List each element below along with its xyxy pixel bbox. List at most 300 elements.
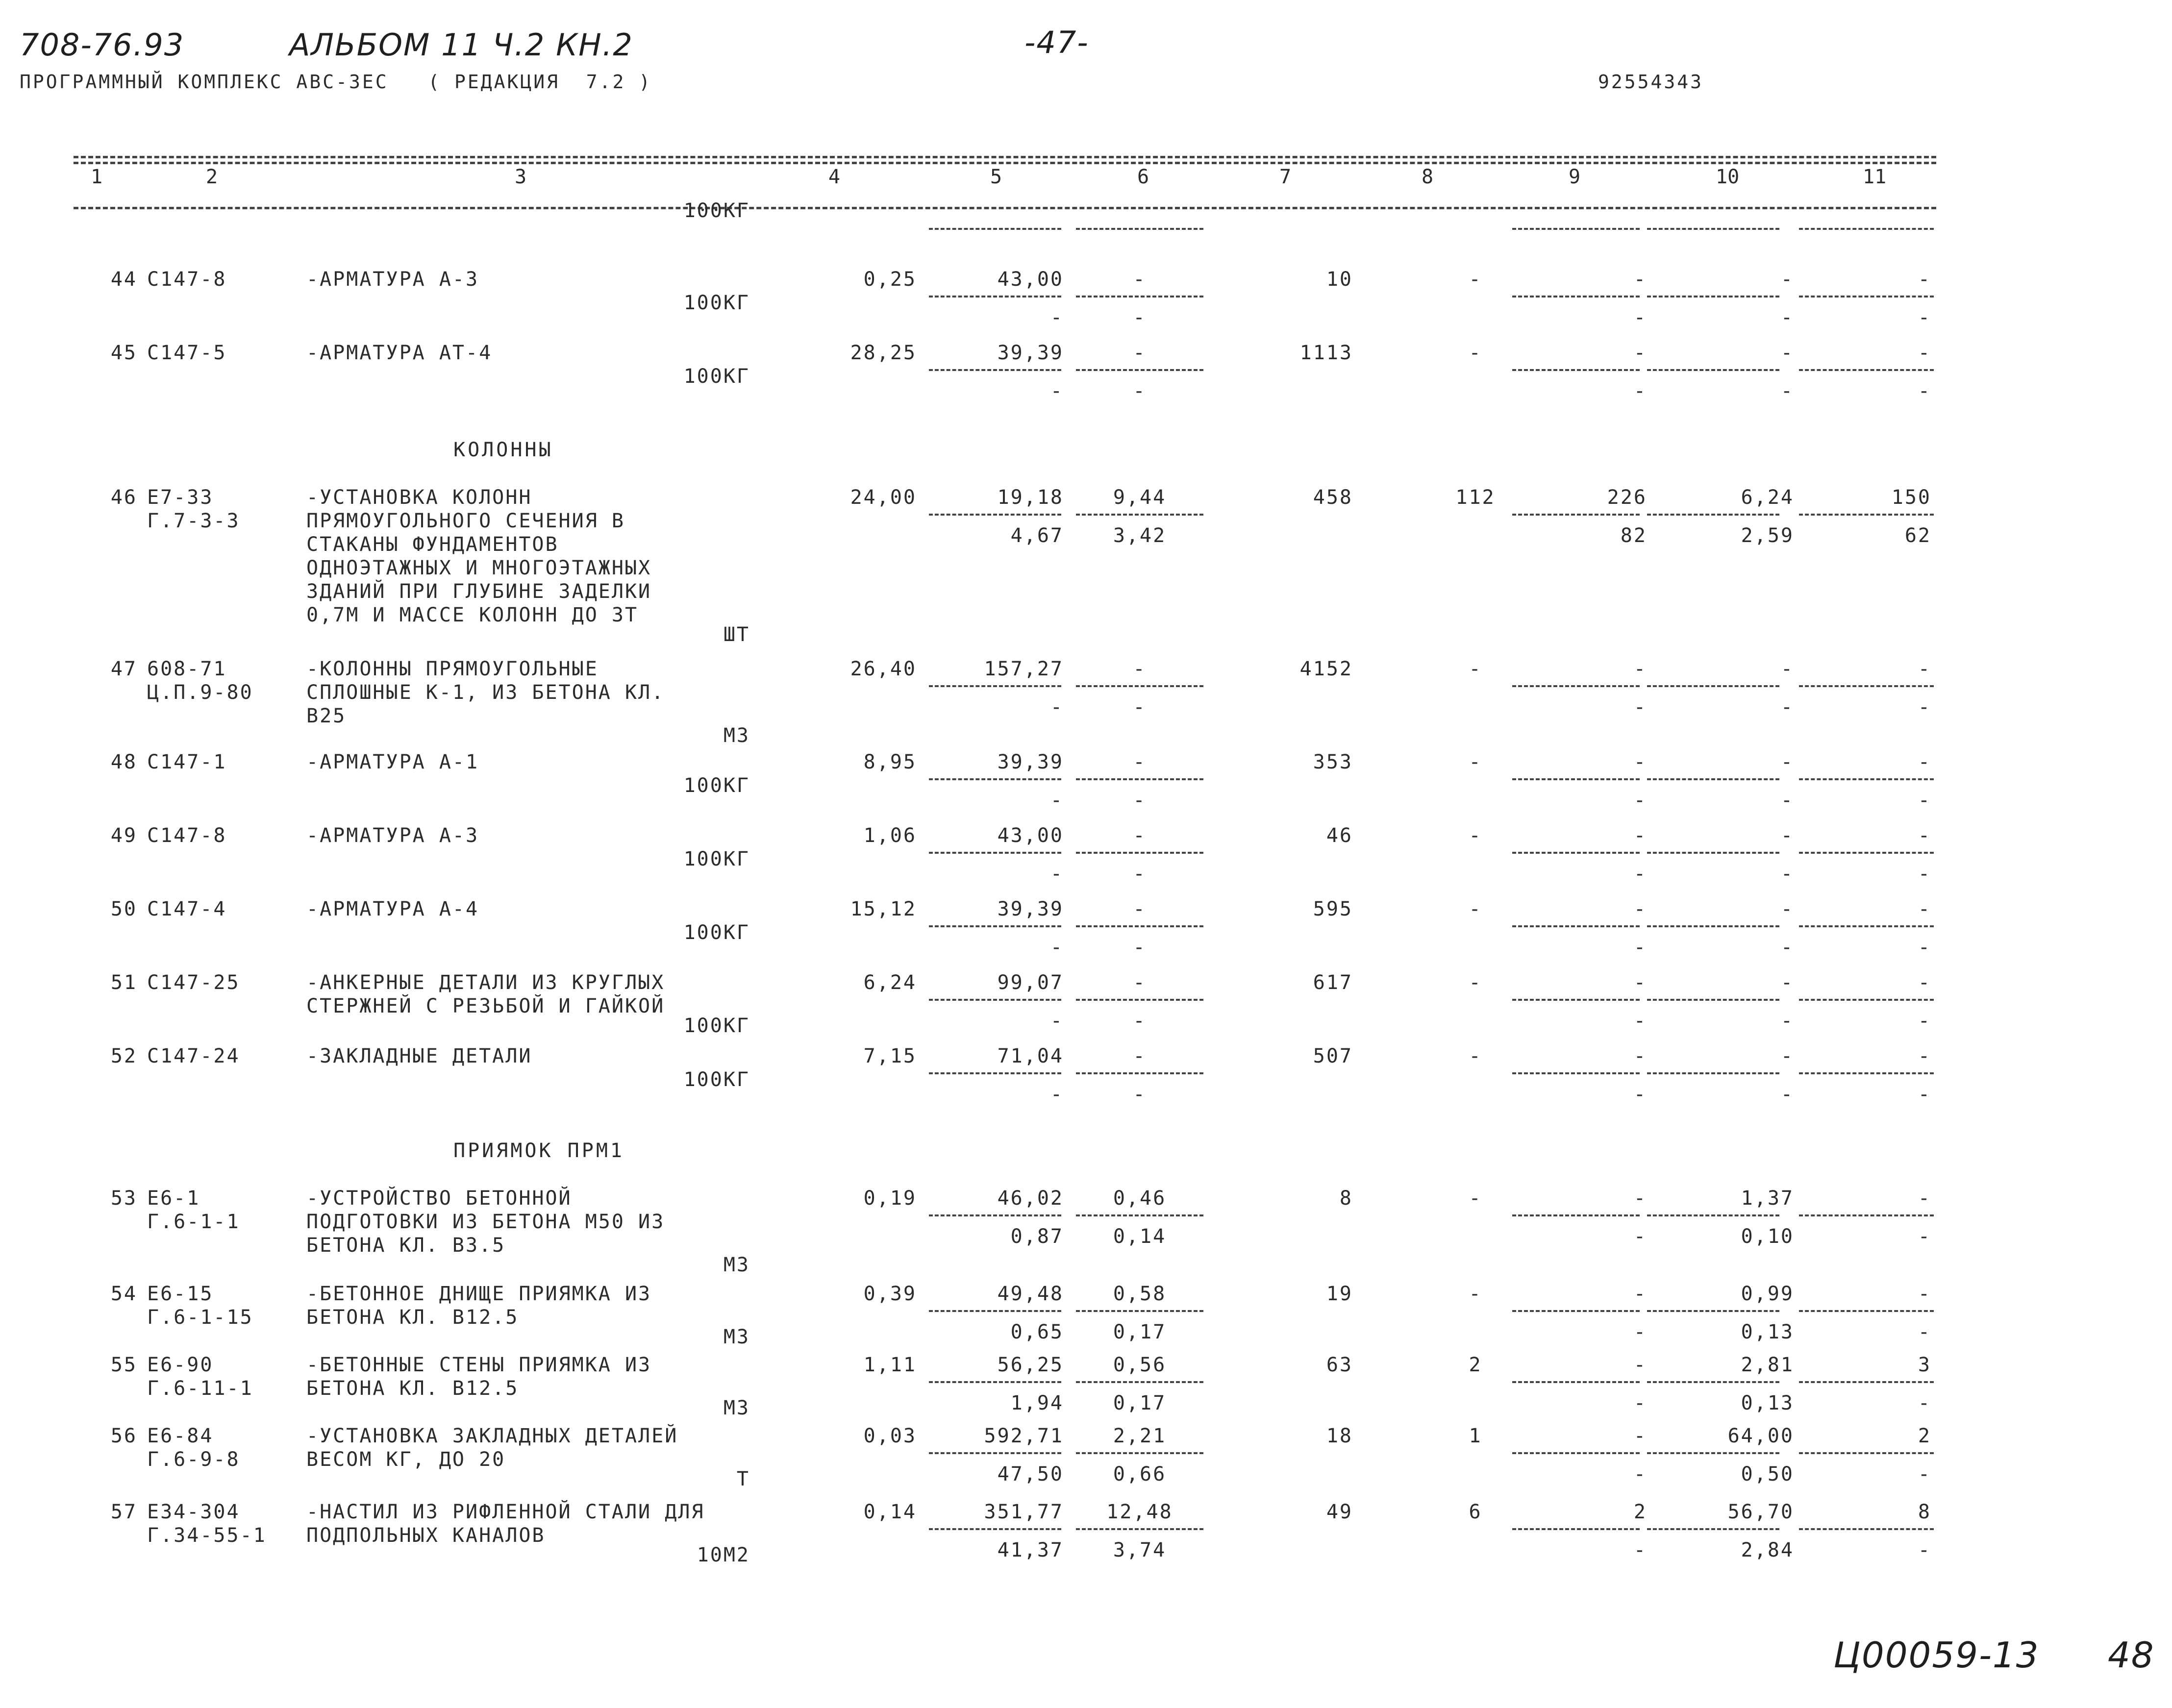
cell-divider xyxy=(929,1528,1061,1530)
cell-divider xyxy=(1799,1381,1934,1383)
item-code: Е34-304 xyxy=(147,1501,240,1523)
c11-lower: 62 xyxy=(1904,524,1931,547)
c10-lower: - xyxy=(1780,863,1794,885)
item-number: 55 xyxy=(110,1354,137,1376)
unit-cell: М3 xyxy=(723,1326,750,1348)
c10-lower: - xyxy=(1780,1083,1794,1106)
c6-lower: 3,42 xyxy=(1113,524,1167,547)
item-description: ЗДАНИЙ ПРИ ГЛУБИНЕ ЗАДЕЛКИ xyxy=(306,580,652,603)
unit-cell: 100КГ xyxy=(683,199,750,222)
c5-upper: 56,25 xyxy=(997,1354,1064,1376)
item-description: ПОДГОТОВКИ ИЗ БЕТОНА М50 ИЗ xyxy=(306,1211,665,1233)
c10-upper: 64,00 xyxy=(1727,1425,1794,1447)
cell-divider xyxy=(1799,778,1934,780)
col8-value: - xyxy=(1469,1283,1482,1305)
cell-divider xyxy=(1076,852,1203,854)
c9-lower: 82 xyxy=(1620,524,1647,547)
cell-divider xyxy=(929,1310,1061,1312)
cell-divider xyxy=(1799,1452,1934,1454)
cell-divider xyxy=(1799,999,1934,1001)
c10-lower: - xyxy=(1780,1010,1794,1032)
item-description: -АРМАТУРА А-1 xyxy=(306,751,479,773)
c11-upper: - xyxy=(1918,268,1931,291)
col-header-4: 4 xyxy=(828,166,841,188)
c5-upper: 49,48 xyxy=(997,1283,1064,1305)
c10-upper: - xyxy=(1780,898,1794,920)
c11-upper: 2 xyxy=(1918,1425,1931,1447)
col8-value: - xyxy=(1469,898,1482,920)
cell-divider xyxy=(1076,925,1203,927)
c9-upper: - xyxy=(1633,751,1647,773)
item-description: -КОЛОННЫ ПРЯМОУГОЛЬНЫЕ xyxy=(306,658,599,680)
c5-lower: - xyxy=(1050,696,1064,718)
c11-upper: - xyxy=(1918,1045,1931,1067)
c9-upper: - xyxy=(1633,658,1647,680)
col7-value: 8 xyxy=(1339,1187,1353,1210)
cell-divider xyxy=(1799,925,1934,927)
row-divider xyxy=(1076,228,1203,230)
col-header-5: 5 xyxy=(990,166,1002,188)
c6-upper: 0,56 xyxy=(1113,1354,1167,1376)
c11-lower: - xyxy=(1918,863,1931,885)
row-divider xyxy=(929,228,1061,230)
c9-lower: - xyxy=(1633,306,1647,329)
item-code: Г.7-3-3 xyxy=(147,510,240,532)
item-number: 44 xyxy=(110,268,137,291)
c10-upper: 6,24 xyxy=(1741,486,1794,509)
cell-divider xyxy=(1076,778,1203,780)
c6-lower: 0,66 xyxy=(1113,1463,1167,1485)
col-header-6: 6 xyxy=(1137,166,1149,188)
c9-lower: - xyxy=(1633,1539,1647,1561)
cell-divider xyxy=(1512,1214,1640,1216)
c9-upper: 2 xyxy=(1633,1501,1647,1523)
col-header-1: 1 xyxy=(91,166,103,188)
cell-divider xyxy=(1512,778,1640,780)
cell-divider xyxy=(929,1072,1061,1074)
c10-upper: - xyxy=(1780,751,1794,773)
col7-value: 1113 xyxy=(1299,342,1353,364)
item-number: 49 xyxy=(110,824,137,847)
c11-upper: 3 xyxy=(1918,1354,1931,1376)
col4-value: 0,14 xyxy=(863,1501,917,1523)
c6-lower: - xyxy=(1133,1083,1147,1106)
col-header-2: 2 xyxy=(206,166,218,188)
col8-value: - xyxy=(1469,268,1482,291)
c9-upper: - xyxy=(1633,898,1647,920)
col7-value: 49 xyxy=(1326,1501,1353,1523)
col-header-7: 7 xyxy=(1279,166,1292,188)
col4-value: 0,39 xyxy=(863,1283,917,1305)
c10-lower: 2,59 xyxy=(1741,524,1794,547)
c11-lower: - xyxy=(1918,789,1931,812)
cell-divider xyxy=(1799,1528,1934,1530)
c10-lower: 2,84 xyxy=(1741,1539,1794,1561)
cell-divider xyxy=(1647,1381,1779,1383)
c10-lower: - xyxy=(1780,936,1794,959)
c9-upper: - xyxy=(1633,1045,1647,1067)
item-code: С147-24 xyxy=(147,1045,240,1067)
cell-divider xyxy=(929,778,1061,780)
cell-divider xyxy=(1647,1214,1779,1216)
cell-divider xyxy=(1647,999,1779,1001)
section-title-pit: ПРИЯМОК ПРМ1 xyxy=(453,1139,624,1162)
item-number: 45 xyxy=(110,342,137,364)
c5-lower: - xyxy=(1050,789,1064,812)
item-description: -АРМАТУРА А-3 xyxy=(306,268,479,291)
c11-lower: - xyxy=(1918,1539,1931,1561)
c9-lower: - xyxy=(1633,1392,1647,1414)
col7-value: 46 xyxy=(1326,824,1353,847)
cell-divider xyxy=(1076,1452,1203,1454)
cell-divider xyxy=(1512,685,1640,687)
cell-divider xyxy=(1799,685,1934,687)
col8-value: 112 xyxy=(1455,486,1496,509)
c5-upper: 39,39 xyxy=(997,342,1064,364)
item-code: Е6-1 xyxy=(147,1187,200,1210)
cell-divider xyxy=(1799,1072,1934,1074)
cell-divider xyxy=(1799,852,1934,854)
c6-lower: 0,17 xyxy=(1113,1321,1167,1343)
cell-divider xyxy=(1512,1072,1640,1074)
c9-upper: - xyxy=(1633,1283,1647,1305)
cell-divider xyxy=(1076,1214,1203,1216)
c10-lower: - xyxy=(1780,380,1794,402)
item-code: Г.6-1-1 xyxy=(147,1211,240,1233)
page-number: -47- xyxy=(1024,25,1089,60)
cell-divider xyxy=(1647,1452,1779,1454)
cell-divider xyxy=(1512,1528,1640,1530)
col8-value: 6 xyxy=(1469,1501,1482,1523)
c6-upper: - xyxy=(1133,751,1147,773)
c6-upper: - xyxy=(1133,1045,1147,1067)
c11-upper: - xyxy=(1918,971,1931,994)
unit-cell: М3 xyxy=(723,1254,750,1276)
c9-lower: - xyxy=(1633,1321,1647,1343)
c5-upper: 71,04 xyxy=(997,1045,1064,1067)
item-number: 56 xyxy=(110,1425,137,1447)
cell-divider xyxy=(1647,852,1779,854)
c6-lower: 0,17 xyxy=(1113,1392,1167,1414)
item-code: Ц.П.9-80 xyxy=(147,681,253,704)
item-code: С147-8 xyxy=(147,824,227,847)
c5-upper: 43,00 xyxy=(997,268,1064,291)
row-divider xyxy=(1512,228,1640,230)
unit-cell: 100КГ xyxy=(683,365,750,388)
item-number: 50 xyxy=(110,898,137,920)
col7-value: 4152 xyxy=(1299,658,1353,680)
c9-lower: - xyxy=(1633,1463,1647,1485)
cell-divider xyxy=(1512,999,1640,1001)
c6-upper: - xyxy=(1133,898,1147,920)
cell-divider xyxy=(1799,369,1934,371)
cell-divider xyxy=(929,514,1061,516)
c5-lower: 0,65 xyxy=(1010,1321,1064,1343)
c6-upper: 12,48 xyxy=(1106,1501,1173,1523)
cell-divider xyxy=(1076,369,1203,371)
item-description: -БЕТОННЫЕ СТЕНЫ ПРИЯМКА ИЗ xyxy=(306,1354,652,1376)
cell-divider xyxy=(929,852,1061,854)
item-description: -ЗАКЛАДНЫЕ ДЕТАЛИ xyxy=(306,1045,532,1067)
cell-divider xyxy=(929,1214,1061,1216)
item-number: 47 xyxy=(110,658,137,680)
c10-lower: 0,50 xyxy=(1741,1463,1794,1485)
cell-divider xyxy=(929,296,1061,297)
unit-cell: 10М2 xyxy=(697,1544,750,1566)
col7-value: 10 xyxy=(1326,268,1353,291)
col4-value: 6,24 xyxy=(863,971,917,994)
item-number: 51 xyxy=(110,971,137,994)
item-code: С147-5 xyxy=(147,342,227,364)
c6-lower: - xyxy=(1133,380,1147,402)
c11-lower: - xyxy=(1918,1225,1931,1248)
unit-cell: Т xyxy=(736,1468,750,1490)
c11-upper: 8 xyxy=(1918,1501,1931,1523)
c6-lower: - xyxy=(1133,306,1147,329)
col7-value: 353 xyxy=(1313,751,1353,773)
c11-upper: - xyxy=(1918,1283,1931,1305)
item-code: Г.6-9-8 xyxy=(147,1448,240,1471)
cell-divider xyxy=(1076,685,1203,687)
c5-lower: - xyxy=(1050,1010,1064,1032)
item-description: ПОДПОЛЬНЫХ КАНАЛОВ xyxy=(306,1524,546,1547)
unit-cell: 100КГ xyxy=(683,1068,750,1091)
c6-upper: 2,21 xyxy=(1113,1425,1167,1447)
c10-upper: - xyxy=(1780,342,1794,364)
cell-divider xyxy=(1076,1072,1203,1074)
c9-lower: - xyxy=(1633,789,1647,812)
cell-divider xyxy=(1076,296,1203,297)
col8-value: - xyxy=(1469,1187,1482,1210)
unit-cell: 100КГ xyxy=(683,848,750,870)
cell-divider xyxy=(1647,1072,1779,1074)
item-number: 48 xyxy=(110,751,137,773)
c6-upper: 9,44 xyxy=(1113,486,1167,509)
c9-lower: - xyxy=(1633,863,1647,885)
item-code: Е6-15 xyxy=(147,1283,214,1305)
c9-lower: - xyxy=(1633,380,1647,402)
c10-lower: - xyxy=(1780,789,1794,812)
cell-divider xyxy=(929,685,1061,687)
c9-lower: - xyxy=(1633,696,1647,718)
cell-divider xyxy=(1512,925,1640,927)
col4-value: 0,19 xyxy=(863,1187,917,1210)
cell-divider xyxy=(929,369,1061,371)
item-description: -УСТАНОВКА КОЛОНН xyxy=(306,486,532,509)
c5-lower: - xyxy=(1050,1083,1064,1106)
c5-lower: - xyxy=(1050,863,1064,885)
c6-upper: - xyxy=(1133,971,1147,994)
c10-lower: 0,13 xyxy=(1741,1392,1794,1414)
row-divider xyxy=(1799,228,1934,230)
unit-cell: М3 xyxy=(723,1397,750,1419)
cell-divider xyxy=(1647,1528,1779,1530)
sheet-number: 48 xyxy=(2108,1634,2155,1676)
col-header-9: 9 xyxy=(1569,166,1581,188)
c9-upper: 226 xyxy=(1607,486,1647,509)
cell-divider xyxy=(1799,296,1934,297)
album-title: АЛЬБОМ 11 Ч.2 КН.2 xyxy=(289,27,633,63)
col8-value: - xyxy=(1469,1045,1482,1067)
c5-lower: 0,87 xyxy=(1010,1225,1064,1248)
c11-lower: - xyxy=(1918,380,1931,402)
c11-lower: - xyxy=(1918,306,1931,329)
c10-upper: 0,99 xyxy=(1741,1283,1794,1305)
c5-upper: 592,71 xyxy=(984,1425,1064,1447)
unit-cell: М3 xyxy=(723,724,750,747)
col8-value: - xyxy=(1469,824,1482,847)
item-code: С147-4 xyxy=(147,898,227,920)
c5-lower: 47,50 xyxy=(997,1463,1064,1485)
c10-upper: - xyxy=(1780,971,1794,994)
c9-lower: - xyxy=(1633,1010,1647,1032)
item-description: -АРМАТУРА А-3 xyxy=(306,824,479,847)
item-code: Е7-33 xyxy=(147,486,214,509)
item-description: 0,7М И МАССЕ КОЛОНН ДО 3Т xyxy=(306,604,639,626)
cell-divider xyxy=(929,1381,1061,1383)
c9-lower: - xyxy=(1633,1225,1647,1248)
c11-upper: - xyxy=(1918,898,1931,920)
item-description: СПЛОШНЫЕ К-1, ИЗ БЕТОНА КЛ. xyxy=(306,681,665,704)
cell-divider xyxy=(1512,1452,1640,1454)
cell-divider xyxy=(1647,369,1779,371)
c5-lower: 41,37 xyxy=(997,1539,1064,1561)
column-header-row xyxy=(0,166,2172,195)
software-line: ПРОГРАММНЫЙ КОМПЛЕКС АВС-ЗЕС ( РЕДАКЦИЯ 7.2 ) xyxy=(20,71,652,93)
c10-upper: - xyxy=(1780,824,1794,847)
c6-upper: - xyxy=(1133,658,1147,680)
col8-value: - xyxy=(1469,971,1482,994)
c6-lower: - xyxy=(1133,863,1147,885)
cell-divider xyxy=(1799,514,1934,516)
item-description: СТЕРЖНЕЙ С РЕЗЬБОЙ И ГАЙКОЙ xyxy=(306,995,665,1017)
col7-value: 18 xyxy=(1326,1425,1353,1447)
cell-divider xyxy=(1512,296,1640,297)
item-code: С147-25 xyxy=(147,971,240,994)
c6-upper: 0,58 xyxy=(1113,1283,1167,1305)
c9-lower: - xyxy=(1633,936,1647,959)
cell-divider xyxy=(1076,1310,1203,1312)
c11-upper: - xyxy=(1918,342,1931,364)
c6-upper: 0,46 xyxy=(1113,1187,1167,1210)
c5-upper: 157,27 xyxy=(984,658,1064,680)
c5-upper: 39,39 xyxy=(997,751,1064,773)
cell-divider xyxy=(1647,514,1779,516)
col-header-8: 8 xyxy=(1422,166,1434,188)
unit-cell: 100КГ xyxy=(683,774,750,797)
c11-lower: - xyxy=(1918,936,1931,959)
c6-lower: - xyxy=(1133,1010,1147,1032)
c9-upper: - xyxy=(1633,824,1647,847)
c10-lower: 0,13 xyxy=(1741,1321,1794,1343)
item-description: -УСТАНОВКА ЗАКЛАДНЫХ ДЕТАЛЕЙ xyxy=(306,1425,678,1447)
item-description: -АРМАТУРА А-4 xyxy=(306,898,479,920)
cell-divider xyxy=(1512,1310,1640,1312)
c10-upper: 56,70 xyxy=(1727,1501,1794,1523)
col7-value: 507 xyxy=(1313,1045,1353,1067)
item-code: Г.34-55-1 xyxy=(147,1524,267,1547)
cell-divider xyxy=(1647,778,1779,780)
c11-upper: - xyxy=(1918,658,1931,680)
item-description: -АРМАТУРА АТ-4 xyxy=(306,342,493,364)
c5-lower: 4,67 xyxy=(1010,524,1064,547)
c6-upper: - xyxy=(1133,824,1147,847)
cell-divider xyxy=(1512,852,1640,854)
item-code: С147-8 xyxy=(147,268,227,291)
cell-divider xyxy=(1799,1310,1934,1312)
col8-value: - xyxy=(1469,342,1482,364)
item-description: -АНКЕРНЫЕ ДЕТАЛИ ИЗ КРУГЛЫХ xyxy=(306,971,665,994)
col7-value: 595 xyxy=(1313,898,1353,920)
c5-lower: - xyxy=(1050,380,1064,402)
item-number: 57 xyxy=(110,1501,137,1523)
c11-lower: - xyxy=(1918,1083,1931,1106)
col8-value: 1 xyxy=(1469,1425,1482,1447)
c5-lower: - xyxy=(1050,306,1064,329)
col7-value: 617 xyxy=(1313,971,1353,994)
document-id: 92554343 xyxy=(1598,71,1704,93)
c9-lower: - xyxy=(1633,1083,1647,1106)
c5-upper: 19,18 xyxy=(997,486,1064,509)
c9-upper: - xyxy=(1633,268,1647,291)
header-rule-top xyxy=(74,156,1936,158)
col4-value: 1,11 xyxy=(863,1354,917,1376)
c11-lower: - xyxy=(1918,696,1931,718)
col7-value: 19 xyxy=(1326,1283,1353,1305)
c6-upper: - xyxy=(1133,268,1147,291)
cell-divider xyxy=(929,999,1061,1001)
cell-divider xyxy=(1647,1310,1779,1312)
col-header-3: 3 xyxy=(515,166,527,188)
unit-cell: ШТ xyxy=(723,623,750,646)
col4-value: 1,06 xyxy=(863,824,917,847)
unit-cell: 100КГ xyxy=(683,292,750,314)
col4-value: 24,00 xyxy=(850,486,917,509)
cell-divider xyxy=(1076,514,1203,516)
cell-divider xyxy=(929,925,1061,927)
item-description: БЕТОНА КЛ. В12.5 xyxy=(306,1306,519,1329)
item-description: ОДНОЭТАЖНЫХ И МНОГОЭТАЖНЫХ xyxy=(306,557,652,579)
c11-upper: 150 xyxy=(1891,486,1931,509)
c11-lower: - xyxy=(1918,1463,1931,1485)
cell-divider xyxy=(929,1452,1061,1454)
cell-divider xyxy=(1512,514,1640,516)
c11-upper: - xyxy=(1918,751,1931,773)
col7-value: 63 xyxy=(1326,1354,1353,1376)
item-description: СТАКАНЫ ФУНДАМЕНТОВ xyxy=(306,533,559,556)
c9-upper: - xyxy=(1633,971,1647,994)
item-description: -НАСТИЛ ИЗ РИФЛЕННОЙ СТАЛИ ДЛЯ xyxy=(306,1501,705,1523)
c6-lower: 3,74 xyxy=(1113,1539,1167,1561)
cell-divider xyxy=(1799,1214,1934,1216)
c11-lower: - xyxy=(1918,1010,1931,1032)
item-code: С147-1 xyxy=(147,751,227,773)
item-number: 53 xyxy=(110,1187,137,1210)
cell-divider xyxy=(1512,369,1640,371)
c10-upper: - xyxy=(1780,1045,1794,1067)
item-code: Г.6-11-1 xyxy=(147,1377,253,1400)
row-divider xyxy=(1647,228,1779,230)
c6-lower: - xyxy=(1133,789,1147,812)
c10-upper: 2,81 xyxy=(1741,1354,1794,1376)
c10-lower: 0,10 xyxy=(1741,1225,1794,1248)
c11-upper: - xyxy=(1918,824,1931,847)
item-description: -УСТРОЙСТВО БЕТОННОЙ xyxy=(306,1187,572,1210)
c9-upper: - xyxy=(1633,1425,1647,1447)
col4-value: 0,25 xyxy=(863,268,917,291)
item-code: Е6-84 xyxy=(147,1425,214,1447)
col7-value: 458 xyxy=(1313,486,1353,509)
